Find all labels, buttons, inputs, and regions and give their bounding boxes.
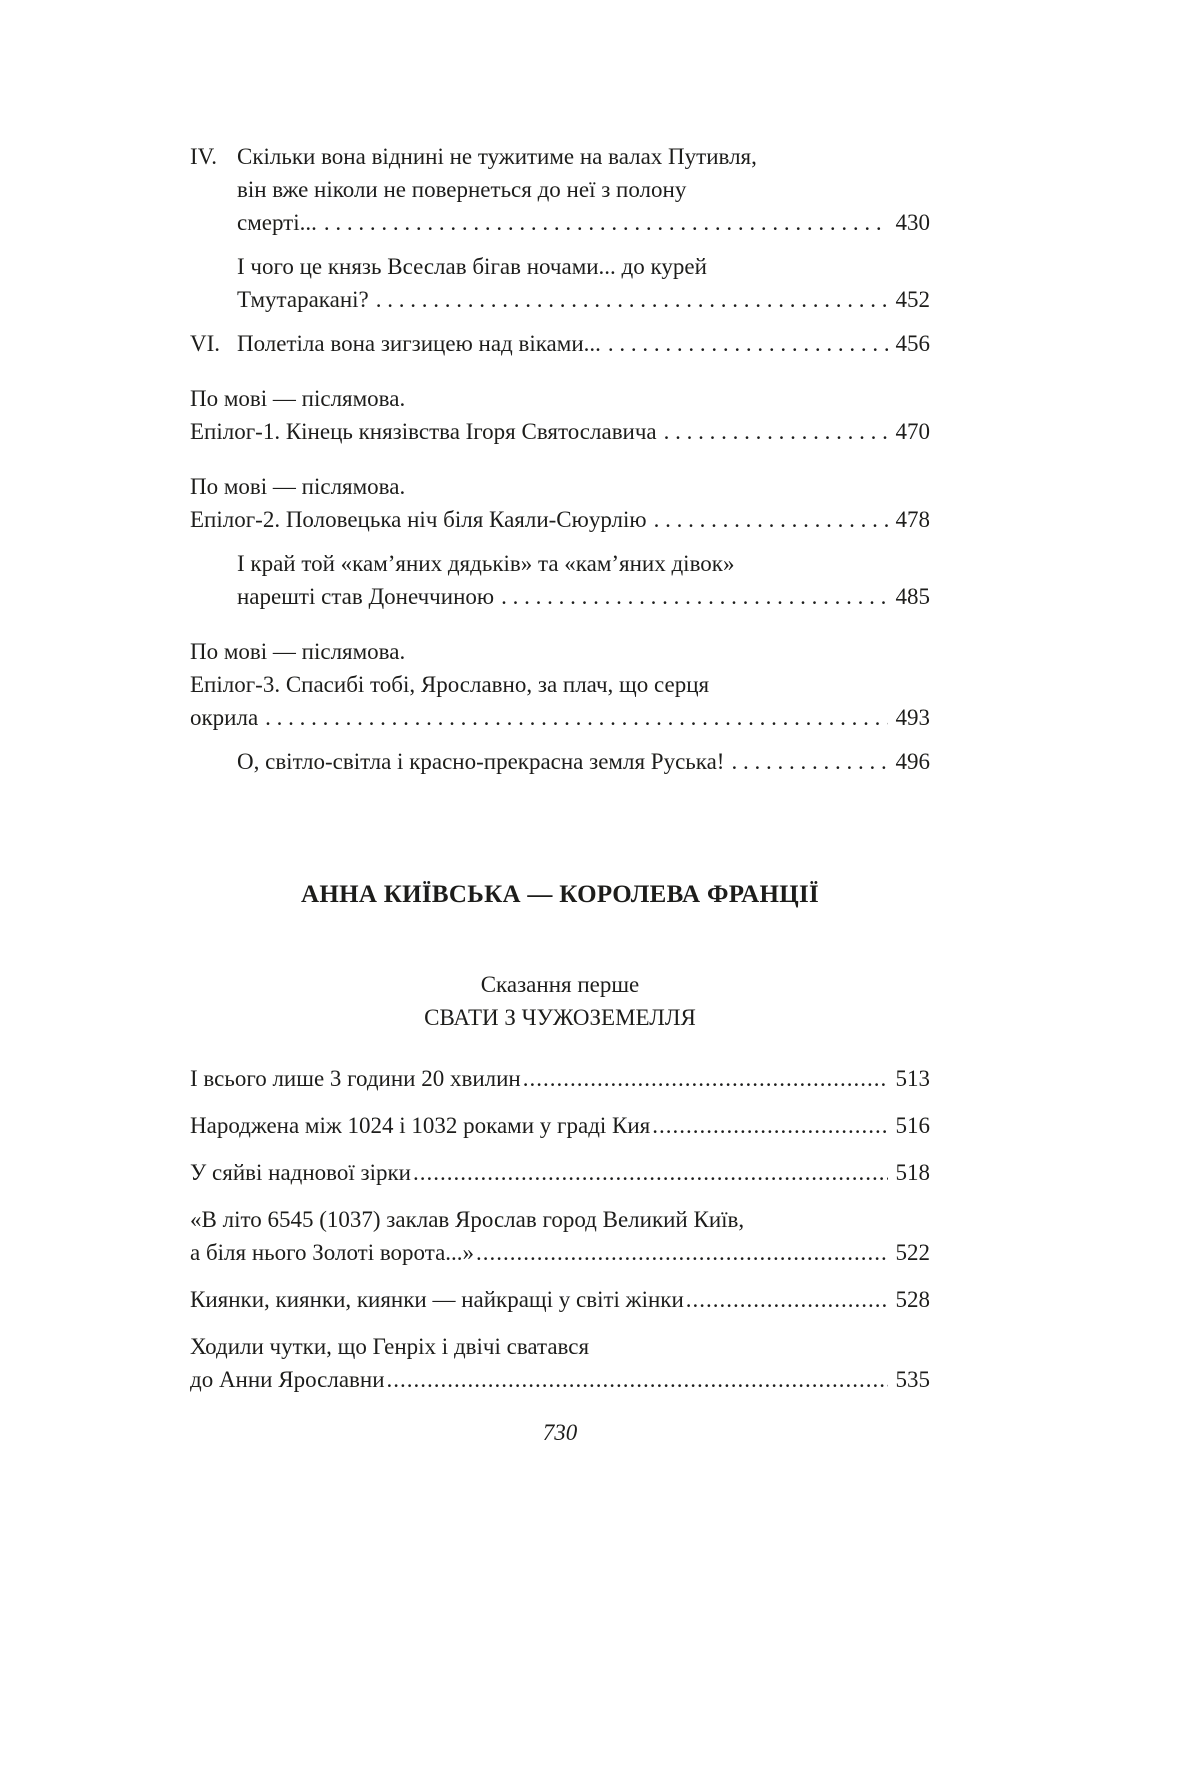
entry-page-number: 478	[895, 507, 930, 532]
toc-row	[190, 745, 930, 778]
toc-row	[190, 283, 930, 316]
entry-title-line: а біля нього Золоті ворота...»	[190, 1240, 475, 1265]
section-subtitle	[190, 968, 930, 1034]
toc-block-epilog1	[190, 382, 930, 448]
entry-page-number: 493	[895, 705, 930, 730]
entry-title-line: Тмутаракані?	[237, 287, 369, 312]
dot-leader	[664, 415, 888, 448]
entry-title-line: І всього лише 3 години 20 хвилин	[190, 1066, 521, 1091]
entry-numeral: IV.	[190, 144, 218, 169]
entry-title-line: По мові — післямова.	[190, 386, 406, 411]
toc-row	[190, 173, 930, 206]
entry-title-line: І край той «кам’яних дядьків» та «кам’яних дівок»	[237, 551, 735, 576]
dot-leader	[608, 327, 888, 360]
section-heading: АННА КИЇВСЬКА — КОРОЛЕВА ФРАНЦІЇ	[300, 881, 820, 908]
entry-page-number: 528	[895, 1287, 930, 1312]
entry-title-line: нарешті став Донеччиною	[237, 584, 495, 609]
dot-leader	[652, 1109, 887, 1142]
toc-row	[190, 1156, 930, 1189]
dot-leader	[324, 206, 888, 239]
toc-entry	[190, 1283, 930, 1316]
toc-row	[190, 1109, 930, 1142]
entry-title-line: Ходили чутки, що Генріх і двічі сватався	[190, 1334, 590, 1359]
entry-page-number: 452	[895, 287, 930, 312]
toc-row	[190, 701, 930, 734]
toc-entry-vi	[190, 327, 930, 360]
entry-page-number: 496	[895, 749, 930, 774]
entry-title-line: «В літо 6545 (1037) заклав Ярослав город Великий Київ,	[190, 1207, 745, 1232]
toc-row	[190, 668, 930, 701]
dot-leader	[731, 745, 887, 778]
entry-title-line: окрила	[190, 705, 259, 730]
entry-title-line: Народжена між 1024 і 1032 роками у граді Кия	[190, 1113, 651, 1138]
toc-block-epilog2	[190, 470, 930, 613]
entry-page-number: 535	[895, 1367, 930, 1392]
toc-row	[190, 1283, 930, 1316]
toc-entry	[190, 1330, 930, 1396]
toc-row	[190, 1363, 930, 1396]
dot-leader	[413, 1156, 888, 1189]
entry-title-line: Киянки, киянки, киянки — найкращі у світі жінки	[190, 1287, 684, 1312]
toc-row	[190, 140, 930, 173]
entry-title-line: О, світло-світла і красно-прекрасна земля Руська!	[237, 749, 725, 774]
toc-row	[190, 1330, 930, 1363]
entry-title-line: По мові — післямова.	[190, 639, 406, 664]
toc-row	[190, 1236, 930, 1269]
entry-page-number: 516	[895, 1113, 930, 1138]
toc-entry	[190, 1203, 930, 1269]
toc-block-epilog3	[190, 635, 930, 778]
entry-title-line: він вже ніколи не повернеться до неї з полону	[237, 177, 687, 202]
toc-row	[190, 1203, 930, 1236]
dot-leader	[501, 580, 887, 613]
toc-entry	[190, 1156, 930, 1189]
entry-page-number: 513	[895, 1066, 930, 1091]
toc-row	[190, 327, 930, 360]
dot-leader	[523, 1062, 888, 1095]
entry-page-number: 518	[895, 1160, 930, 1185]
toc-subentry	[190, 547, 930, 613]
entry-page-number: 430	[895, 210, 930, 235]
subtitle-line: Сказання перше	[480, 972, 640, 997]
entry-title-line: У сяйві наднової зірки	[190, 1160, 411, 1185]
toc-row	[190, 547, 930, 580]
toc-subentry	[190, 745, 930, 778]
dot-leader	[376, 283, 888, 316]
page-number: 730	[542, 1420, 578, 1445]
toc-entries-section2	[190, 1062, 930, 1396]
entry-title-line: По мові — післямова.	[190, 474, 406, 499]
dot-leader	[476, 1236, 887, 1269]
subtitle-line: СВАТИ З ЧУЖОЗЕМЕЛЛЯ	[424, 1005, 696, 1030]
toc-row	[190, 415, 930, 448]
toc-row	[190, 635, 930, 668]
toc-row	[190, 250, 930, 283]
toc-row	[190, 503, 930, 536]
toc-row	[190, 1062, 930, 1095]
toc-entry-iv	[190, 140, 930, 239]
entry-title-line: смерті...	[237, 210, 317, 235]
toc-entry	[190, 1062, 930, 1095]
dot-leader	[387, 1363, 888, 1396]
entry-title-line: І чого це князь Всеслав бігав ночами... до курей	[237, 254, 707, 279]
toc-row	[190, 470, 930, 503]
entry-title-line: Епілог-1. Кінець князівства Ігоря Святославича	[190, 419, 657, 444]
entry-page-number: 485	[895, 584, 930, 609]
entry-title-line: до Анни Ярославни	[190, 1367, 385, 1392]
entry-page-number: 456	[895, 331, 930, 356]
toc-row	[190, 382, 930, 415]
dot-leader	[265, 701, 887, 734]
toc-entry-v	[190, 250, 930, 316]
entry-title-line: Епілог-2. Половецька ніч біля Каяли-Сюурлію	[190, 507, 647, 532]
entry-numeral: VI.	[190, 331, 221, 356]
dot-leader	[686, 1283, 888, 1316]
toc-row	[190, 580, 930, 613]
toc-entry	[190, 1109, 930, 1142]
entry-page-number: 470	[895, 419, 930, 444]
entry-page-number: 522	[895, 1240, 930, 1265]
table-of-contents	[190, 140, 930, 1449]
entry-title-line: Епілог-3. Спасибі тобі, Ярославно, за плач, що серця	[190, 672, 710, 697]
dot-leader	[654, 503, 888, 536]
entry-title-line: Полетіла вона зигзицею над віками...	[237, 331, 601, 356]
entry-title-line: Скільки вона віднині не тужитиме на валах Путивля,	[237, 144, 757, 169]
toc-row	[190, 206, 930, 239]
